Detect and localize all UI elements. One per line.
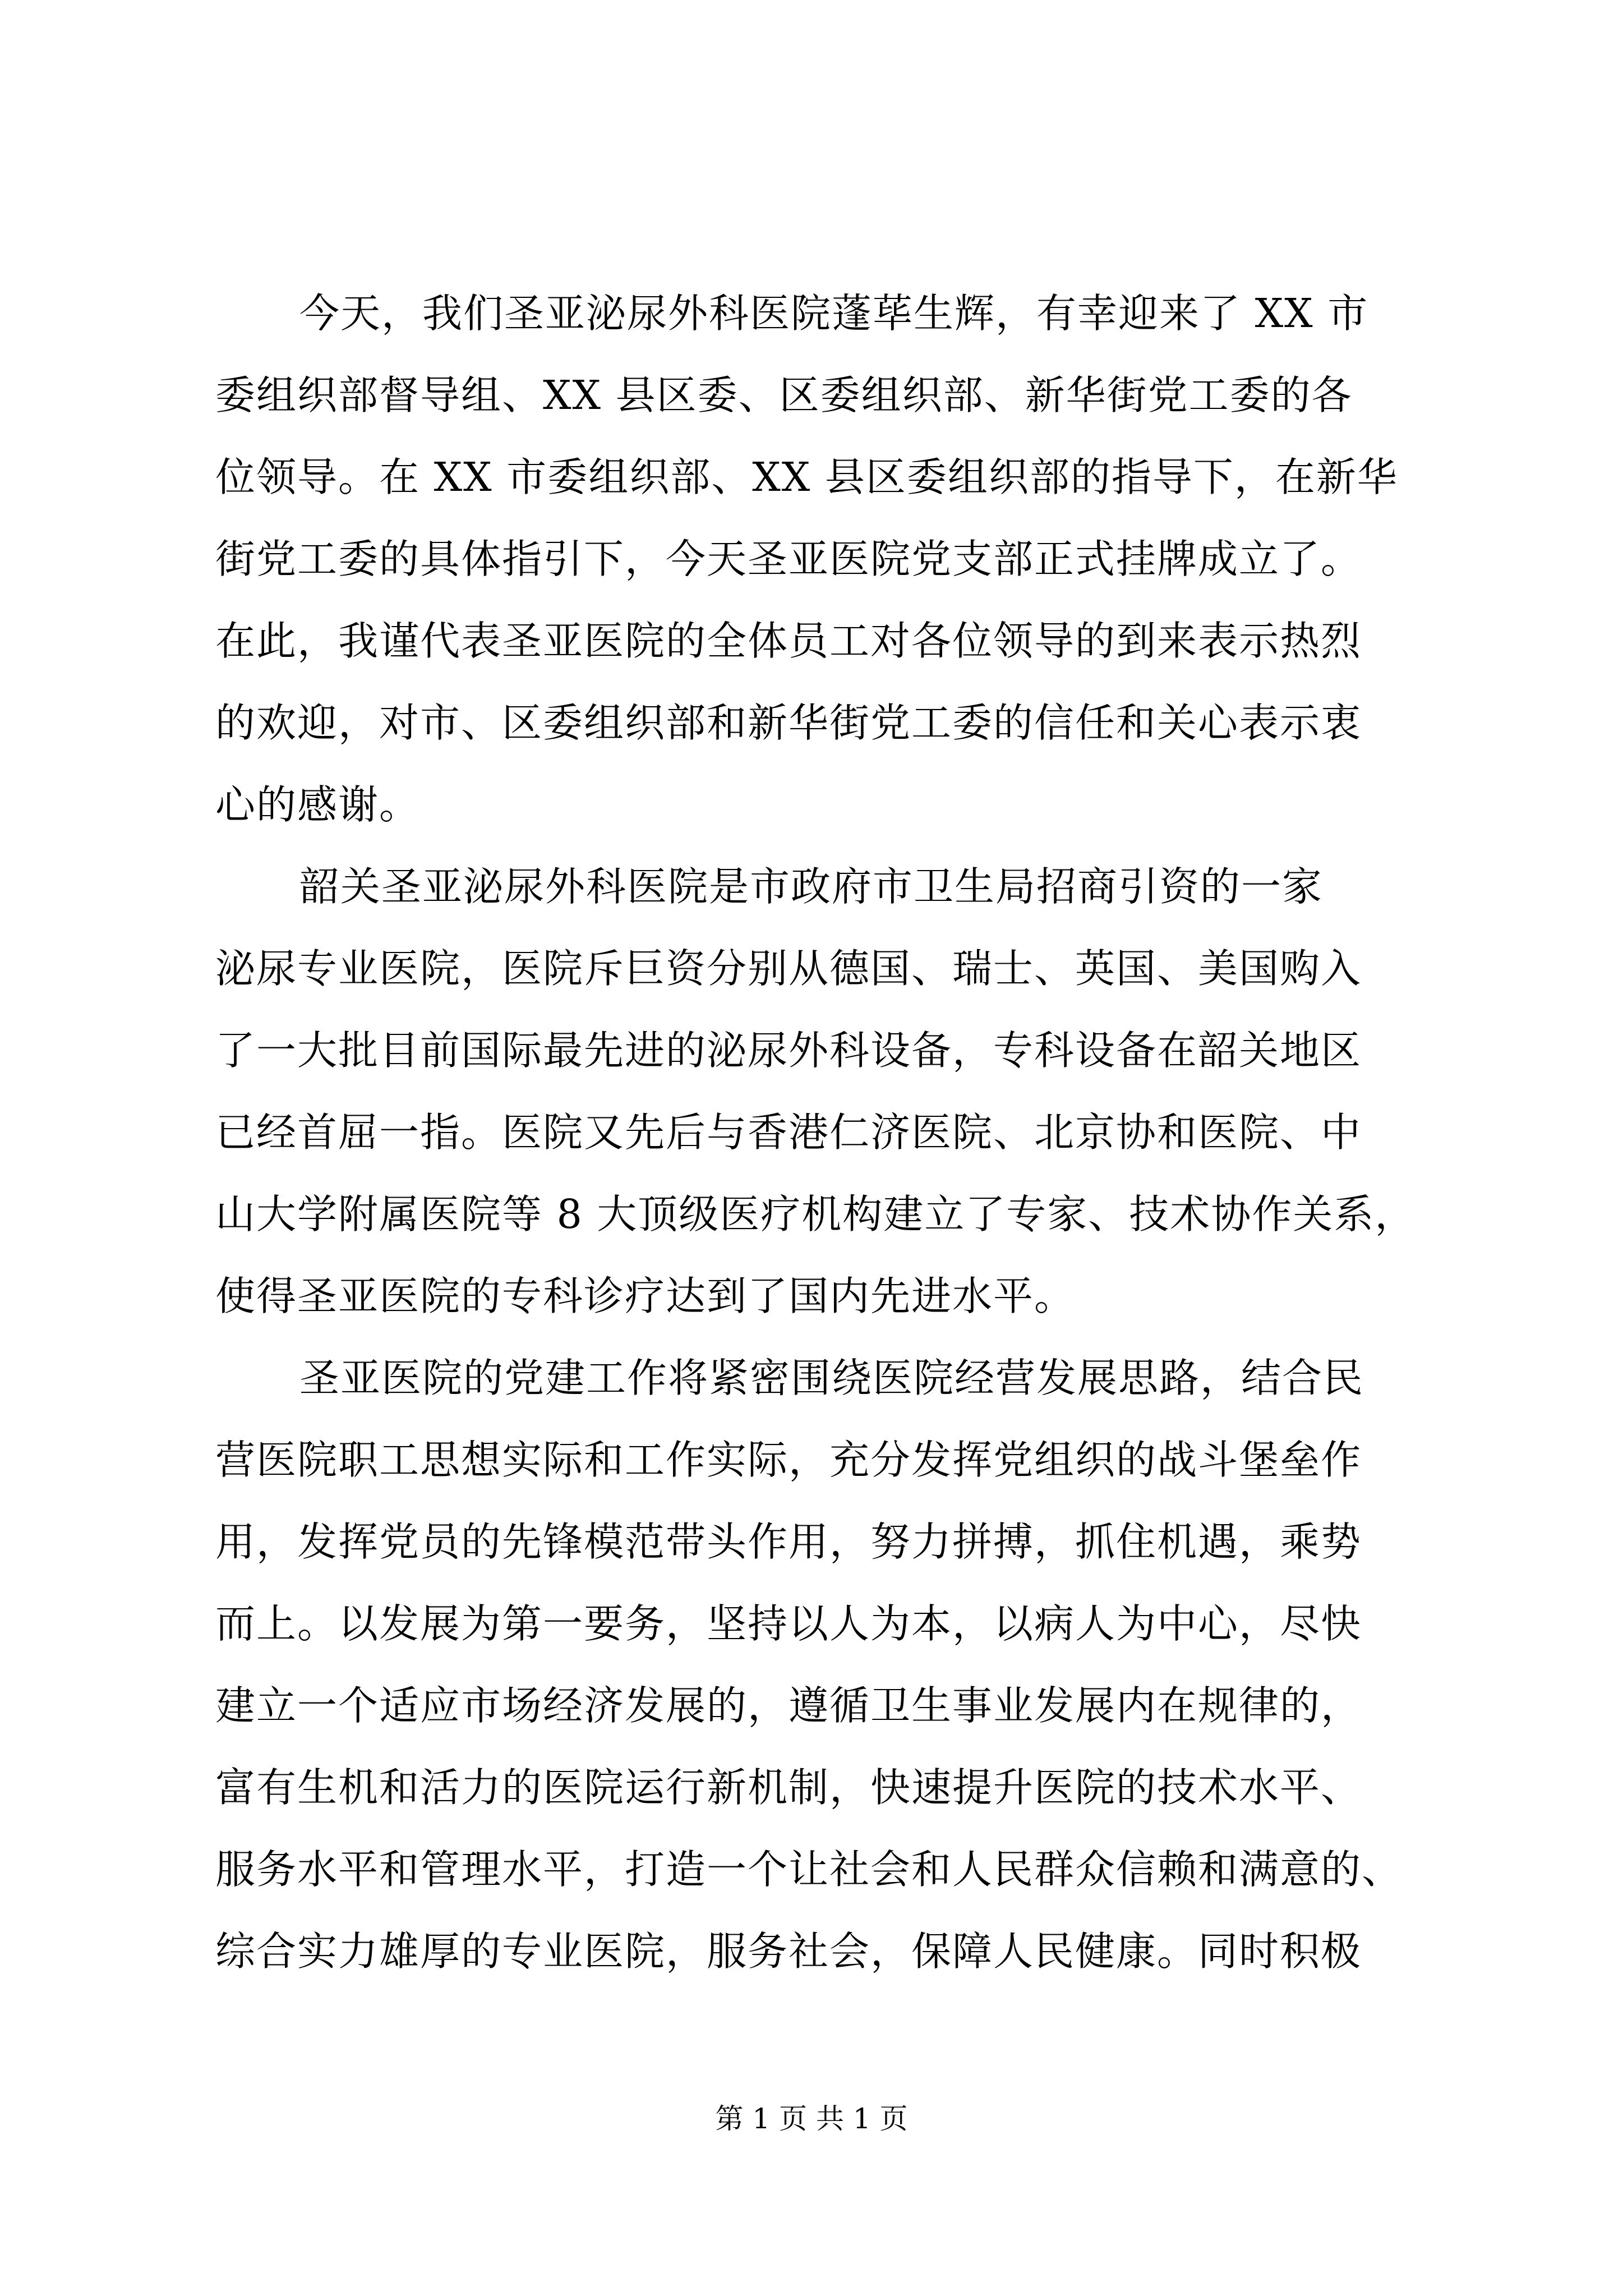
paragraph-line: 富有生机和活力的医院运行新机制，快速提升医院的技术水平、: [215, 1764, 1362, 1811]
paragraph-line: 今天，我们圣亚泌尿外科医院蓬荜生辉，有幸迎来了 XX 市: [299, 290, 1369, 337]
paragraph-line: 了一大批目前国际最先进的泌尿外科设备，专科设备在韶关地区: [215, 1027, 1362, 1074]
paragraph-line: 营医院职工思想实际和工作实际，充分发挥党组织的战斗堡垒作: [215, 1437, 1362, 1483]
paragraph-line: 街党工委的具体指引下，今天圣亚医院党支部正式挂牌成立了。: [215, 536, 1362, 582]
paragraph-line: 圣亚医院的党建工作将紧密围绕医院经营发展思路，结合民: [299, 1355, 1364, 1401]
paragraph-line: 在此，我谨代表圣亚医院的全体员工对各位领导的到来表示热烈: [215, 618, 1362, 664]
paragraph-line: 服务水平和管理水平，打造一个让社会和人民群众信赖和满意的、: [215, 1846, 1403, 1893]
paragraph-line: 而上。以发展为第一要务，坚持以人为本，以病人为中心，尽快: [215, 1600, 1362, 1647]
paragraph-line: 委组织部督导组、XX 县区委、区委组织部、新华街党工委的各: [215, 372, 1353, 418]
paragraph-line: 用，发挥党员的先锋模范带头作用，努力拼搏，抓住机遇，乘势: [215, 1519, 1362, 1565]
paragraph-line: 韶关圣亚泌尿外科医院是市政府市卫生局招商引资的一家: [299, 863, 1324, 910]
paragraph-line: 综合实力雄厚的专业医院，服务社会，保障人民健康。同时积极: [215, 1928, 1362, 1975]
paragraph-line: 山大学附属医院等 8 大顶级医疗机构建立了专家、技术协作关系，: [215, 1191, 1416, 1237]
paragraph-line: 已经首屈一指。医院又先后与香港仁济医院、北京协和医院、中: [215, 1109, 1362, 1156]
paragraph-line: 的欢迎，对市、区委组织部和新华街党工委的信任和关心表示衷: [215, 700, 1362, 746]
paragraph-line: 位领导。在 XX 市委组织部、XX 县区委组织部的指导下，在新华: [215, 454, 1398, 500]
paragraph-line: 使得圣亚医院的专科诊疗达到了国内先进水平。: [215, 1273, 1076, 1319]
page-footer: 第 1 页 共 1 页: [715, 2102, 908, 2135]
paragraph-line: 泌尿专业医院，医院斥巨资分别从德国、瑞士、英国、美国购入: [215, 945, 1362, 992]
paragraph-line: 建立一个适应市场经济发展的，遵循卫生事业发展内在规律的，: [215, 1682, 1362, 1729]
paragraph-line: 心的感谢。: [215, 781, 421, 828]
